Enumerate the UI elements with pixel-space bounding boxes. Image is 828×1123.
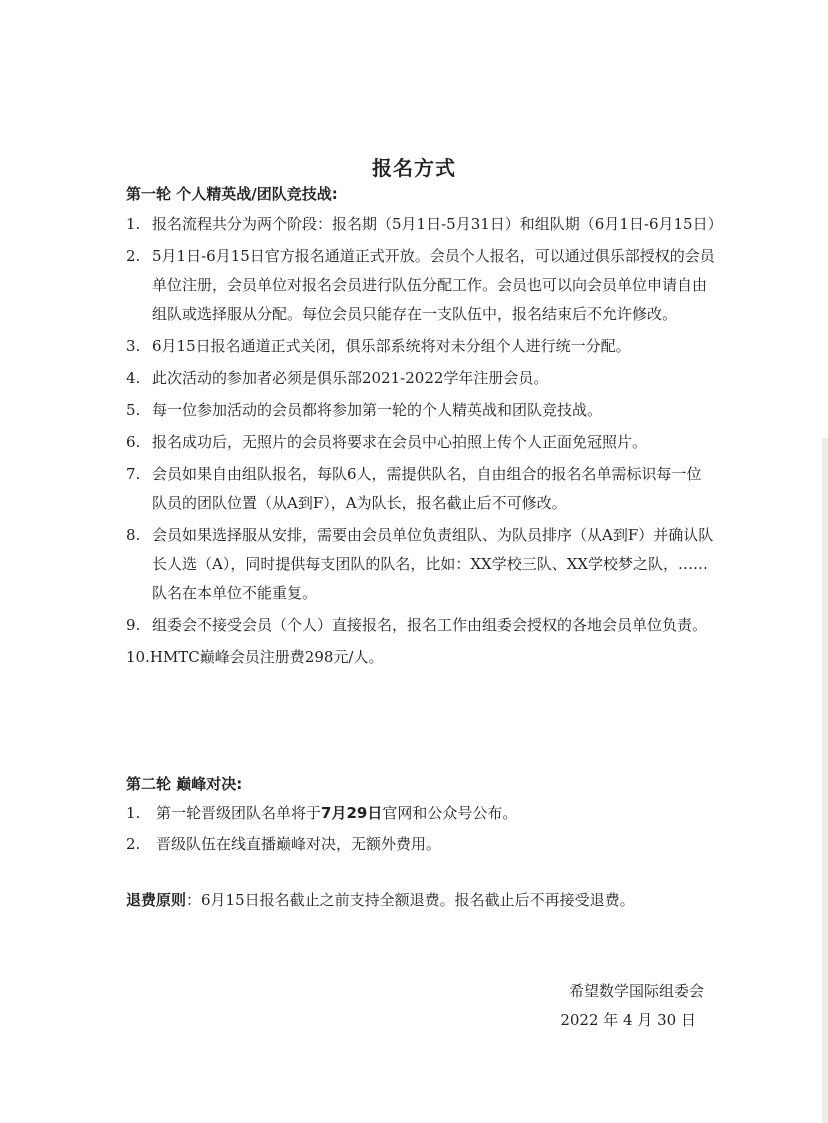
list-item bbox=[126, 829, 716, 860]
list-item bbox=[126, 364, 716, 393]
refund-policy bbox=[126, 887, 635, 913]
item-number: 4. bbox=[126, 369, 141, 387]
list-item bbox=[126, 428, 716, 457]
scrollbar[interactable] bbox=[822, 438, 828, 1123]
item-number: 9. bbox=[126, 616, 141, 634]
item-text: 此次活动的参加者必须是俱乐部2021-2022学年注册会员。 bbox=[152, 369, 549, 387]
item-text: 组委会不接受会员（个人）直接报名，报名工作由组委会授权的各地会员单位负责。 bbox=[152, 616, 708, 634]
item-text: 5月1日-6月15日官方报名通道正式开放。会员个人报名，可以通过俱乐部授权的会员单位注册，会员单位对报名会员进行队伍分配工作。会员也可以向会员单位申请自由组队或选择服从分配。每位会员只能存在一支队伍中，报名结束后不允许修改。 bbox=[152, 247, 715, 323]
announce-date: 7月29日 bbox=[321, 804, 383, 822]
item-number: 6. bbox=[126, 433, 141, 451]
list-item bbox=[126, 521, 716, 608]
item-text: 第一轮晋级团队名单将于 bbox=[156, 804, 322, 822]
round2-list bbox=[126, 798, 716, 860]
item-number: 7. bbox=[126, 465, 141, 483]
item-number: 8. bbox=[126, 526, 141, 544]
item-text: 官网和公众号公布。 bbox=[382, 804, 518, 822]
item-text: 会员如果自由组队报名，每队6人，需提供队名，自由组合的报名名单需标识每一位队员的团队位置（从A到F），A为队长，报名截止后不可修改。 bbox=[152, 465, 702, 512]
item-number: 2. bbox=[126, 835, 141, 853]
item-text: 晋级队伍在线直播巅峰对决，无额外费用。 bbox=[156, 835, 442, 853]
list-item bbox=[126, 611, 716, 640]
refund-label: 退费原则 bbox=[126, 891, 187, 909]
item-text: 每一位参加活动的会员都将参加第一轮的个人精英战和团队竞技战。 bbox=[152, 401, 603, 419]
item-number: 1. bbox=[126, 215, 141, 233]
list-item bbox=[126, 396, 716, 425]
item-text: 6月15日报名通道正式关闭，俱乐部系统将对未分组个人进行统一分配。 bbox=[152, 337, 631, 355]
list-item bbox=[126, 242, 716, 329]
round1-list bbox=[126, 210, 723, 675]
signature-date: 2022 年 4 月 30 日 bbox=[560, 1011, 696, 1029]
item-number: 2. bbox=[126, 247, 141, 265]
item-text: 报名成功后，无照片的会员将要求在会员中心拍照上传个人正面免冠照片。 bbox=[152, 433, 648, 451]
list-item bbox=[126, 798, 716, 829]
list-item bbox=[126, 332, 716, 361]
list-item bbox=[126, 210, 723, 239]
list-item bbox=[126, 460, 716, 518]
round1-heading: 第一轮 个人精英战/团队竞技战: bbox=[126, 185, 338, 203]
item-number: 1. bbox=[126, 804, 141, 822]
item-text: 会员如果选择服从安排，需要由会员单位负责组队、为队员排序（从A到F）并确认队长人选（A），同时提供每支团队的队名，比如：XX学校三队、XX学校梦之队，……队名在本单位不能重复。 bbox=[152, 526, 714, 602]
item-number: 10. bbox=[126, 648, 150, 666]
item-text: 报名流程共分为两个阶段：报名期（5月1日-5月31日）和组队期（6月1日-6月15日） bbox=[152, 215, 723, 233]
item-text: HMTC巅峰会员注册费298元/人。 bbox=[149, 648, 384, 666]
refund-text: ：6月15日报名截止之前支持全额退费。报名截止后不再接受退费。 bbox=[186, 891, 635, 909]
round2-heading: 第二轮 巅峰对决: bbox=[126, 775, 243, 793]
signature-org: 希望数学国际组委会 bbox=[568, 982, 704, 1000]
item-number: 5. bbox=[126, 401, 141, 419]
page-title: 报名方式 bbox=[372, 156, 456, 180]
list-item bbox=[126, 643, 716, 672]
item-number: 3. bbox=[126, 337, 141, 355]
